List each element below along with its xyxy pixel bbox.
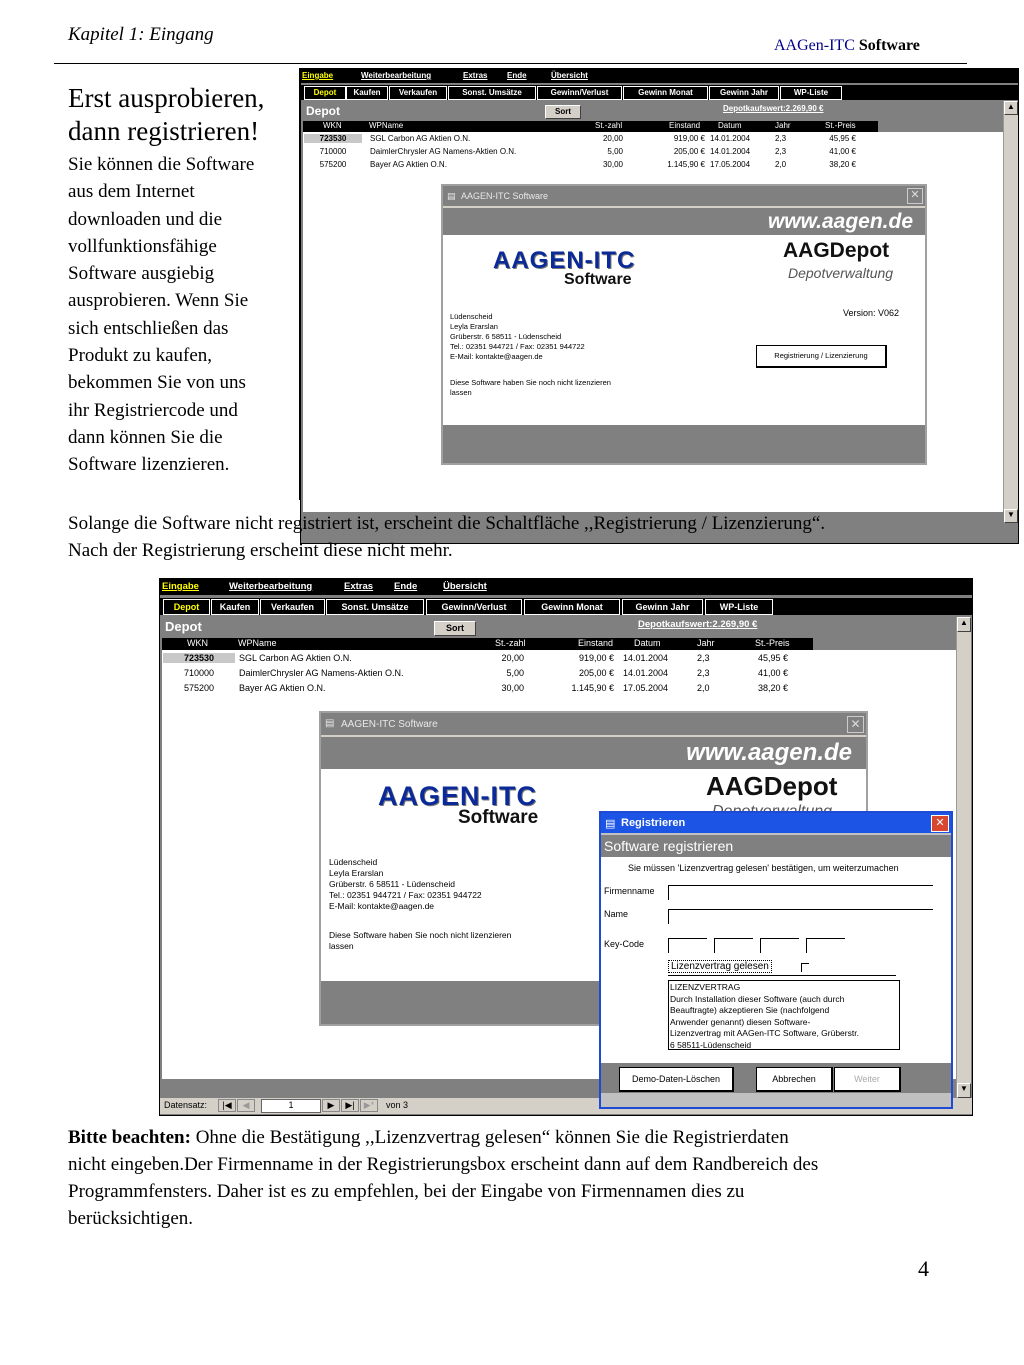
col-stpreis: St.-Preis	[755, 638, 790, 648]
about-dialog-titlebar	[321, 713, 866, 735]
cell-wkn: 723530	[304, 134, 362, 143]
name-input[interactable]	[668, 909, 933, 924]
intro-heading-1: Erst ausprobieren,	[68, 83, 265, 113]
license-notice: lassen	[450, 388, 472, 397]
paragraph-1	[68, 510, 988, 564]
cancel-button[interactable]: Abbrechen	[756, 1067, 833, 1092]
license-notice: Diese Software haben Sie noch nicht lizenzieren	[329, 930, 512, 940]
paragraph-2-line: Programmfensters. Daher ist es zu empfehlen, bei der Eingabe von Firmennamen dies zu	[68, 1181, 745, 1202]
intro-line: sich entschließen das	[68, 317, 229, 339]
product-subtitle: Depotverwaltung	[788, 265, 894, 281]
company-logo: AAGEN-ITC	[378, 781, 537, 811]
table-row[interactable]	[162, 668, 956, 681]
scroll-up-icon[interactable]: ▲	[957, 617, 971, 632]
product-name: AAGDepot	[706, 771, 838, 801]
tab-gewinn-verlust[interactable]: Gewinn/Verlust	[537, 86, 622, 100]
menu-bar	[301, 69, 1018, 83]
intro-text	[68, 82, 296, 479]
address-line: Tel.: 02351 944721 / Fax: 02351 944722	[450, 342, 585, 351]
license-notice: lassen	[329, 941, 354, 951]
intro-line: Produkt zu kaufen,	[68, 345, 213, 367]
paragraph-2-line-1	[68, 1124, 988, 1151]
register-body	[601, 857, 951, 1072]
col-wkn: WKN	[323, 121, 342, 130]
cell-year: 2,3	[775, 147, 787, 156]
close-icon[interactable]: ✕	[847, 716, 864, 733]
table-row[interactable]	[303, 160, 1003, 171]
brand-suffix: Software	[858, 37, 920, 54]
menu-ende[interactable]: Ende	[394, 581, 418, 592]
url-banner: www.aagen.de	[443, 208, 925, 235]
license-read-label: Lizenzvertrag gelesen	[668, 960, 772, 973]
col-datum: Datum	[634, 638, 661, 648]
intro-line: vollfunktionsfähige	[68, 235, 217, 257]
register-heading-text: Software registrieren	[604, 838, 734, 854]
cell-wkn: 723530	[163, 653, 235, 663]
cell-qty: 5,00	[607, 147, 623, 156]
license-notice: Diese Software haben Sie noch nicht lizenzieren	[450, 378, 611, 387]
about-dialog-title: AAGEN-ITC Software	[341, 719, 438, 730]
paragraph-1-line: Solange die Software nicht registriert ist, erscheint die Schaltfläche ,,Registrierung / Lizenzierung“.	[68, 513, 826, 534]
cell-name: DaimlerChrysler AG Namens-Aktien O.N.	[370, 147, 517, 156]
address-line: Grüberstr. 6 58511 - Lüdenscheid	[450, 332, 562, 341]
header-rule	[54, 63, 967, 64]
vertical-scrollbar[interactable]	[1003, 101, 1018, 519]
tab-kaufen[interactable]: Kaufen	[346, 86, 388, 100]
cell-cost: 1.145,90 €	[667, 160, 705, 169]
cell-qty: 30,00	[501, 683, 524, 693]
intro-heading-2: dann registrieren!	[68, 116, 260, 146]
depot-title: Depot	[306, 104, 340, 118]
col-datum: Datum	[718, 121, 742, 130]
menu-extras[interactable]: Extras	[463, 71, 488, 80]
table-row[interactable]	[303, 147, 1003, 158]
menu-bar	[160, 579, 972, 595]
name-label: Name	[604, 909, 629, 919]
record-number-field[interactable]: 1	[261, 1099, 321, 1113]
cell-year: 2,3	[775, 134, 787, 143]
tab-wp-liste[interactable]: WP-Liste	[705, 599, 773, 615]
cell-name: SGL Carbon AG Aktien O.N.	[239, 653, 352, 663]
register-title: Registrieren	[621, 817, 686, 829]
cell-year: 2,0	[697, 683, 710, 693]
key-input-2[interactable]	[714, 938, 753, 953]
address-line: Lüdenscheid	[450, 312, 493, 321]
intro-line: Software lizenzieren.	[68, 454, 230, 476]
tab-gewinn-verlust[interactable]: Gewinn/Verlust	[426, 599, 522, 615]
product-name: AAGDepot	[783, 239, 890, 262]
menu-ende[interactable]: Ende	[507, 71, 527, 80]
cell-name: SGL Carbon AG Aktien O.N.	[370, 134, 471, 143]
window-icon: ▤	[605, 818, 616, 830]
paragraph-2-line: nicht eingeben.Der Firmenname in der Registrierungsbox erscheint dann auf dem Randbereich des	[68, 1154, 819, 1175]
scroll-down-icon[interactable]: ▼	[1004, 509, 1018, 523]
cell-qty: 20,00	[602, 134, 623, 143]
intro-line: ausprobieren. Wenn Sie	[68, 290, 249, 312]
cell-wkn: 575200	[183, 683, 215, 693]
scroll-down-icon[interactable]: ▼	[957, 1083, 971, 1098]
close-icon[interactable]: ✕	[907, 188, 923, 204]
key-input-4[interactable]	[806, 938, 845, 953]
last-record-icon[interactable]: ▶|	[341, 1099, 359, 1112]
sort-button[interactable]: Sort	[434, 621, 476, 636]
register-heading	[601, 835, 951, 857]
about-dialog-title: AAGEN-ITC Software	[461, 191, 549, 201]
address-line: Lüdenscheid	[329, 857, 378, 867]
col-einstand: Einstand	[578, 638, 614, 648]
license-read-checkbox[interactable]	[801, 963, 809, 972]
first-record-icon[interactable]: |◀	[218, 1099, 236, 1112]
key-label: Key-Code	[604, 939, 645, 949]
about-dialog-titlebar	[443, 186, 925, 206]
license-line: Anwender genannt) diesen Software-	[670, 1016, 811, 1027]
intro-line: Sie können die Software	[68, 154, 255, 175]
cell-year: 2,0	[775, 160, 787, 169]
menu-weiterbearbeitung[interactable]: Weiterbearbeitung	[229, 581, 313, 592]
address-line: E-Mail: kontakte@aagen.de	[329, 901, 435, 911]
tab-gewinn-jahr[interactable]: Gewinn Jahr	[622, 599, 703, 615]
col-stpreis: St.-Preis	[825, 121, 856, 130]
cell-date: 17.05.2004	[710, 160, 751, 169]
tab-gewinn-monat[interactable]: Gewinn Monat	[623, 86, 708, 100]
col-jahr: Jahr	[697, 638, 715, 648]
close-icon[interactable]: ✕	[931, 815, 949, 832]
cell-date: 14.01.2004	[710, 147, 751, 156]
cell-cost: 205,00 €	[673, 147, 705, 156]
record-count: von 3	[386, 1100, 409, 1110]
cell-date: 17.05.2004	[623, 683, 669, 693]
address-line: Leyla Erarslan	[329, 868, 384, 878]
license-line: Beauftragte) akzeptieren Sie (nachfolgend	[670, 1005, 830, 1015]
brand-name: AAGen-ITC	[774, 37, 855, 54]
cell-wkn: 575200	[319, 160, 347, 169]
tab-wp-liste[interactable]: WP-Liste	[780, 86, 842, 100]
cell-date: 14.01.2004	[623, 668, 669, 678]
col-jahr: Jahr	[775, 121, 791, 130]
intro-line: aus dem Internet	[68, 181, 195, 203]
url-banner: www.aagen.de	[321, 737, 866, 769]
vertical-scrollbar[interactable]	[956, 617, 971, 1099]
cell-date: 14.01.2004	[710, 134, 751, 143]
chapter-title: Kapitel 1: Eingang	[68, 24, 214, 45]
license-line: Lizenzvertrag mit AAGen-ITC Software, Grüberstr.	[670, 1028, 859, 1038]
firm-label: Firmenname	[604, 886, 655, 896]
license-line: Durch Installation dieser Software (auch durch	[670, 993, 845, 1004]
col-einstand: Einstand	[669, 121, 701, 130]
cell-qty: 20,00	[501, 653, 524, 663]
cell-cost: 919,00 €	[578, 653, 614, 663]
col-wpname: WPName	[238, 638, 277, 648]
tab-verkaufen[interactable]: Verkaufen	[389, 86, 447, 100]
tab-bar	[301, 85, 1018, 100]
cell-price: 38,20 €	[757, 683, 788, 693]
grid-header	[162, 638, 813, 650]
page-number: 4	[918, 1256, 929, 1281]
register-dialog	[599, 811, 953, 1109]
table-row[interactable]	[162, 653, 956, 666]
cell-price: 41,00 €	[829, 147, 856, 156]
depot-value[interactable]: Depotkaufswert:2.269,90 €	[723, 104, 824, 113]
menu-uebersicht[interactable]: Übersicht	[551, 71, 588, 80]
version-label: Version: V062	[843, 308, 900, 318]
cell-qty: 30,00	[602, 160, 623, 169]
sort-button[interactable]: Sort	[545, 105, 581, 119]
col-wkn: WKN	[187, 638, 208, 648]
col-stzahl: St.-zahl	[595, 121, 623, 130]
tab-gewinn-monat[interactable]: Gewinn Monat	[524, 599, 620, 615]
scroll-up-icon[interactable]: ▲	[1004, 101, 1018, 115]
company-logo: AAGEN-ITC	[493, 247, 636, 274]
address-line: E-Mail: kontakte@aagen.de	[450, 352, 543, 361]
key-input-1[interactable]	[668, 938, 707, 953]
license-line: 6 58511-Lüdenscheid	[670, 1039, 752, 1050]
menu-weiterbearbeitung[interactable]: Weiterbearbeitung	[361, 71, 432, 80]
demo-delete-button[interactable]: Demo-Daten-Löschen	[619, 1067, 734, 1092]
brand-header	[774, 37, 920, 55]
cell-price: 45,95 €	[757, 653, 788, 663]
tab-bar	[160, 598, 972, 615]
menu-uebersicht[interactable]: Übersicht	[443, 581, 487, 592]
register-hint: Sie müssen 'Lizenzvertrag gelesen' bestätigen, um weiterzumachen	[628, 863, 899, 873]
cell-cost: 1.145,90 €	[571, 683, 614, 693]
tab-gewinn-jahr[interactable]: Gewinn Jahr	[709, 86, 779, 100]
tab-verkaufen[interactable]: Verkaufen	[260, 599, 325, 615]
cell-year: 2,3	[697, 653, 710, 663]
license-read-row	[668, 960, 896, 976]
intro-line: bekommen Sie von uns	[68, 372, 246, 394]
firm-input[interactable]	[668, 885, 933, 900]
window-icon: ▤	[325, 718, 335, 729]
cell-name: DaimlerChrysler AG Namens-Aktien O.N.	[239, 668, 404, 678]
key-input-3[interactable]	[760, 938, 799, 953]
cell-wkn: 710000	[183, 668, 215, 678]
note-label: Bitte beachten:	[68, 1127, 191, 1148]
window-icon: ▤	[447, 191, 456, 201]
depot-title: Depot	[165, 619, 202, 634]
menu-eingabe[interactable]: Eingabe	[302, 71, 334, 80]
intro-line: dann können Sie die	[68, 426, 223, 448]
cell-qty: 5,00	[506, 668, 524, 678]
address-line: Tel.: 02351 944721 / Fax: 02351 944722	[329, 890, 482, 900]
address-line: Leyla Erarslan	[450, 322, 498, 331]
register-titlebar	[601, 813, 951, 833]
tab-depot[interactable]: Depot	[163, 599, 210, 615]
tab-depot[interactable]: Depot	[304, 86, 346, 100]
tab-sonst-umsaetze[interactable]: Sonst. Umsätze	[326, 599, 424, 615]
col-wpname: WPName	[369, 121, 404, 130]
table-row[interactable]	[303, 134, 1003, 145]
cell-name: Bayer AG Aktien O.N.	[370, 160, 447, 169]
menu-extras[interactable]: Extras	[344, 581, 374, 592]
about-dialog	[441, 184, 927, 465]
cell-cost: 919,00 €	[673, 134, 705, 143]
license-line: LIZENZVERTRAG	[670, 982, 741, 992]
table-row[interactable]	[162, 683, 956, 696]
cell-price: 41,00 €	[757, 668, 788, 678]
intro-line: Software ausgiebig	[68, 263, 215, 285]
paragraph-1-line: Nach der Registrierung erscheint diese nicht mehr.	[68, 540, 453, 561]
note-text: Ohne die Bestätigung ,,Lizenzvertrag gelesen“ können Sie die Registrierdaten	[190, 1127, 789, 1148]
about-body	[443, 235, 925, 425]
cell-wkn: 710000	[319, 147, 347, 156]
new-record-icon[interactable]: ▶*	[360, 1099, 378, 1112]
cell-price: 38,20 €	[829, 160, 856, 169]
paragraph-2	[68, 1124, 988, 1232]
tab-kaufen[interactable]: Kaufen	[211, 599, 259, 615]
address-line: Grüberstr. 6 58511 - Lüdenscheid	[329, 879, 456, 889]
prev-record-icon[interactable]: ◀	[237, 1099, 255, 1112]
cell-year: 2,3	[697, 668, 710, 678]
screenshot-1	[300, 68, 1019, 544]
tab-sonst-umsaetze[interactable]: Sonst. Umsätze	[448, 86, 536, 100]
company-logo-sub: Software	[458, 807, 539, 828]
cell-cost: 205,00 €	[578, 668, 614, 678]
next-record-icon[interactable]: ▶	[322, 1099, 340, 1112]
cell-name: Bayer AG Aktien O.N.	[239, 683, 326, 693]
intro-line: downloaden und die	[68, 208, 223, 230]
registration-button[interactable]: Registrierung / Lizenzierung	[756, 345, 887, 368]
record-label: Datensatz:	[164, 1100, 208, 1110]
company-logo-sub: Software	[564, 271, 632, 288]
cell-price: 45,95 €	[829, 134, 856, 143]
col-stzahl: St.-zahl	[495, 638, 526, 648]
intro-line: ihr Registriercode und	[68, 399, 238, 421]
menu-eingabe[interactable]: Eingabe	[162, 581, 199, 592]
license-textbox[interactable]	[668, 980, 900, 1050]
next-button[interactable]: Weiter	[834, 1067, 901, 1092]
depot-value[interactable]: Depotkaufswert:2.269,90 €	[638, 619, 758, 630]
cell-date: 14.01.2004	[623, 653, 669, 663]
paragraph-2-line: berücksichtigen.	[68, 1208, 194, 1229]
grid-header	[303, 121, 878, 132]
about-footer	[443, 425, 925, 463]
